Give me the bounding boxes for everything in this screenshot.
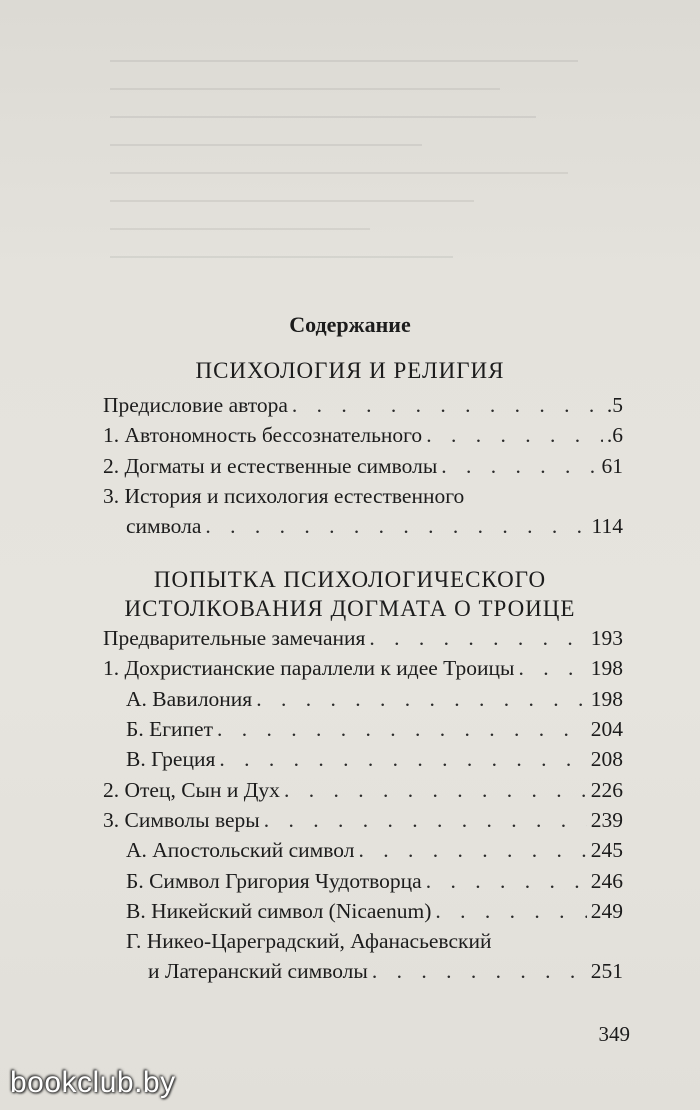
leader-dots xyxy=(518,653,586,683)
toc-entry xyxy=(103,451,623,481)
leader-dots xyxy=(292,390,603,420)
toc-entry-label: и Латеранский символы xyxy=(148,959,368,983)
leader-dots xyxy=(205,511,587,541)
toc-entry xyxy=(126,744,623,774)
part1-title: ПСИХОЛОГИЯ И РЕЛИГИЯ xyxy=(195,358,505,383)
toc-entry-label: Предисловие автора xyxy=(103,393,288,417)
part2-title-line1: ПОПЫТКА ПСИХОЛОГИЧЕСКОГО xyxy=(153,567,547,592)
toc-entry-label: А. Вавилония xyxy=(126,687,253,711)
leader-dots xyxy=(264,805,587,835)
toc-entry-label: Б. Египет xyxy=(126,717,213,741)
toc-entry-label-line1: 3. История и психология естественного xyxy=(103,484,465,508)
leader-dots xyxy=(284,775,587,805)
toc-entry xyxy=(103,653,623,683)
toc-entry-label: 2. Отец, Сын и Дух xyxy=(103,778,280,802)
toc-entry xyxy=(103,420,623,450)
toc-entry xyxy=(126,684,623,714)
toc-entry xyxy=(103,775,623,805)
toc-entry-label: В. Никейский символ (Nicaenum) xyxy=(126,899,432,923)
toc-entry-page: 204 xyxy=(590,717,623,741)
toc-entry xyxy=(103,805,623,835)
leader-dots xyxy=(372,956,587,986)
part2-title-line2: ИСТОЛКОВАНИЯ ДОГМАТА О ТРОИЦЕ xyxy=(124,596,576,621)
toc-entry-label: Б. Символ Григория Чудотворца xyxy=(126,869,422,893)
leader-dots xyxy=(426,866,587,896)
toc-entry-label: символа xyxy=(126,514,202,538)
toc-entry-page: 198 xyxy=(590,687,623,711)
toc-entry-label: 2. Догматы и естественные символы xyxy=(103,454,438,478)
toc-entry-label: 1. Дохристианские параллели к идее Троицы xyxy=(103,656,515,680)
leader-dots xyxy=(426,420,603,450)
leader-dots xyxy=(369,623,586,653)
toc-entry xyxy=(126,896,623,926)
toc-entry-label: В. Греция xyxy=(126,747,216,771)
page-number: 349 xyxy=(598,1022,630,1046)
toc-entry-page: 249 xyxy=(590,899,623,923)
toc-entry-page: 61 xyxy=(601,454,623,478)
toc-entry-page: .5 xyxy=(606,393,623,417)
toc-entry-label-line1: Г. Никео-Цареградский, Афанасьевский xyxy=(126,929,492,953)
leader-dots xyxy=(256,684,587,714)
toc-entry xyxy=(126,835,623,865)
leader-dots xyxy=(441,451,597,481)
toc-entry-label: Предварительные замечания xyxy=(103,626,366,650)
toc-entry-page: 246 xyxy=(590,869,623,893)
watermark: bookclub.by xyxy=(10,1066,176,1099)
toc-entry xyxy=(148,956,623,986)
toc-entry-page: 114 xyxy=(591,514,623,538)
toc-entry-page: 226 xyxy=(590,778,623,802)
toc-entry-page: 251 xyxy=(590,959,623,983)
contents-heading: Содержание xyxy=(289,312,411,337)
toc-entry-label: 3. Символы веры xyxy=(103,808,260,832)
toc-entry-page: 198 xyxy=(590,656,623,680)
toc-entry xyxy=(126,714,623,744)
leader-dots xyxy=(219,744,586,774)
toc-entry xyxy=(126,511,623,541)
toc-entry xyxy=(126,866,623,896)
toc-entry-page: 193 xyxy=(590,626,623,650)
toc-entry-page: 208 xyxy=(590,747,623,771)
leader-dots xyxy=(358,835,586,865)
toc-entry-page: 245 xyxy=(590,838,623,862)
toc-entry xyxy=(103,623,623,653)
leader-dots xyxy=(435,896,586,926)
toc-entry-label: А. Апостольский символ xyxy=(126,838,355,862)
toc-entry xyxy=(103,390,623,420)
toc-entry-page: .6 xyxy=(606,423,623,447)
toc-entry-page: 239 xyxy=(590,808,623,832)
toc-entry-label: 1. Автономность бессознательного xyxy=(103,423,423,447)
leader-dots xyxy=(217,714,587,744)
